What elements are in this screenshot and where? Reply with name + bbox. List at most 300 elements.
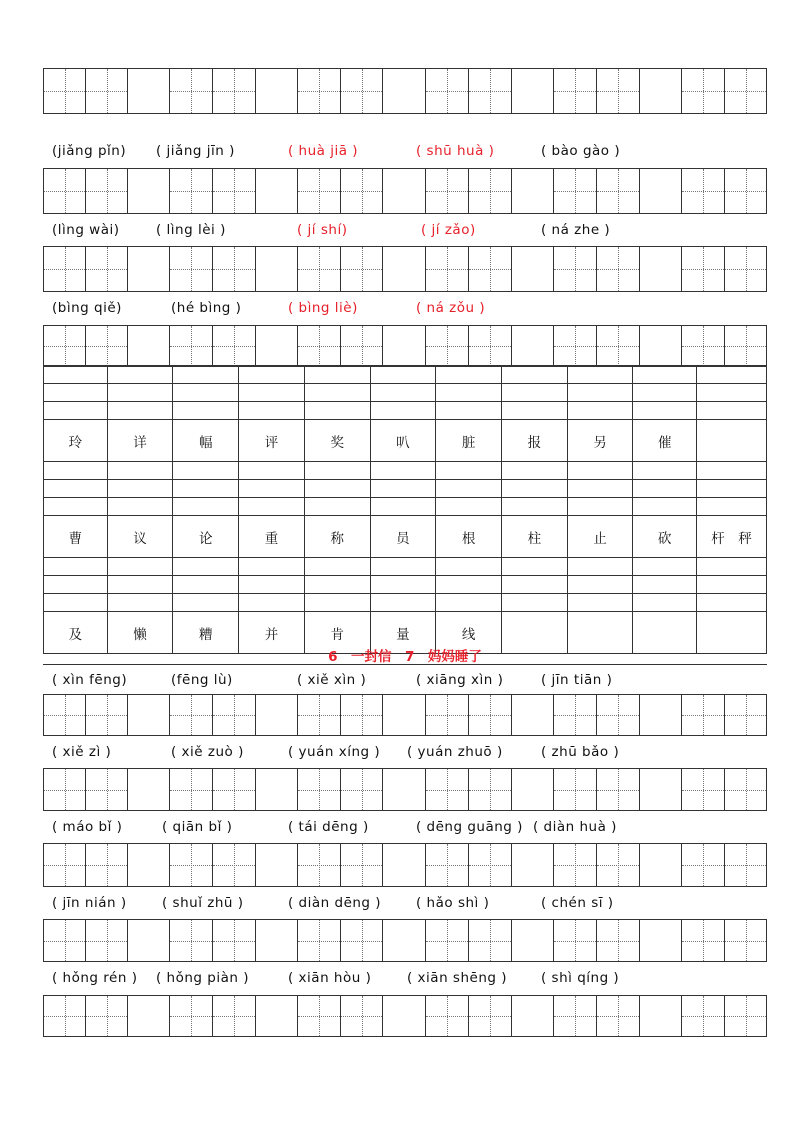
blank-row [44,366,767,384]
tianzige-cell[interactable] [724,695,767,735]
blank-cell[interactable] [370,480,436,498]
tianzige-cell[interactable] [681,169,724,213]
tianzige-cell[interactable] [169,769,212,810]
spacer-cell[interactable] [639,769,681,810]
tianzige-cell[interactable] [297,920,340,961]
spacer-cell[interactable] [639,169,681,213]
tianzige-cell[interactable] [43,247,85,291]
tianzige-cell[interactable] [468,769,511,810]
blank-cell[interactable] [697,480,767,498]
pinyin-word: ( shuǐ zhū ) [162,895,244,911]
tianzige-cell[interactable] [681,996,724,1036]
blank-cell[interactable] [633,558,697,576]
blank-cell[interactable] [697,384,767,402]
spacer-cell[interactable] [639,695,681,735]
blank-cell[interactable] [567,594,633,612]
spacer-cell[interactable] [382,69,425,113]
blank-cell[interactable] [697,594,767,612]
pinyin-word: ( ná zǒu ) [416,300,486,316]
tianzige-cell[interactable] [212,844,255,886]
blank-cell[interactable] [239,384,305,402]
tianzige-cell[interactable] [724,69,767,113]
spacer-cell[interactable] [127,326,169,366]
tianzige-cell[interactable] [340,69,382,113]
blank-cell[interactable] [697,498,767,516]
character-cell [567,516,633,558]
blank-cell[interactable] [436,576,502,594]
tianzige-cell[interactable] [43,695,85,735]
tianzige-cell[interactable] [212,169,255,213]
blank-cell[interactable] [304,402,370,420]
blank-cell[interactable] [567,498,633,516]
spacer-cell[interactable] [127,69,169,113]
blank-cell[interactable] [173,462,239,480]
spacer-cell[interactable] [255,326,297,366]
spacer-cell[interactable] [127,769,169,810]
blank-cell[interactable] [239,402,305,420]
tianzige-cell[interactable] [85,326,127,366]
tianzige-cell[interactable] [468,247,511,291]
tianzige-cell[interactable] [553,695,596,735]
tianzige-cell[interactable] [340,996,382,1036]
blank-cell[interactable] [567,576,633,594]
pinyin-word: ( bào gào ) [541,143,621,159]
tianzige-cell[interactable] [212,326,255,366]
tianzige-cell[interactable] [553,996,596,1036]
spacer-cell[interactable] [127,996,169,1036]
blank-row [44,384,767,402]
tianzige-cell[interactable] [596,920,639,961]
blank-row [44,558,767,576]
writing-grid[interactable] [43,995,767,1037]
tianzige-cell[interactable] [212,695,255,735]
tianzige-cell[interactable] [169,326,212,366]
spacer-cell[interactable] [255,69,297,113]
character: 量 [396,626,410,643]
tianzige-cell[interactable] [297,247,340,291]
blank-cell[interactable] [44,366,108,384]
spacer-cell[interactable] [382,769,425,810]
spacer-cell[interactable] [382,695,425,735]
character: 玲 [68,434,83,451]
spacer-cell[interactable] [511,769,553,810]
blank-cell[interactable] [370,576,436,594]
tianzige-cell[interactable] [553,769,596,810]
tianzige-cell[interactable] [212,996,255,1036]
blank-cell[interactable] [239,462,305,480]
tianzige-cell[interactable] [681,844,724,886]
tianzige-cell[interactable] [468,326,511,366]
tianzige-cell[interactable] [468,169,511,213]
spacer-cell[interactable] [639,247,681,291]
blank-cell[interactable] [633,480,697,498]
spacer-cell[interactable] [127,247,169,291]
writing-grid[interactable] [43,919,767,962]
spacer-cell[interactable] [511,695,553,735]
blank-cell[interactable] [436,366,502,384]
tianzige-cell[interactable] [425,69,468,113]
spacer-cell[interactable] [127,844,169,886]
tianzige-cell[interactable] [724,920,767,961]
tianzige-cell[interactable] [596,169,639,213]
blank-cell[interactable] [567,480,633,498]
tianzige-cell[interactable] [596,326,639,366]
pinyin-word: ( jí zǎo) [421,222,476,238]
blank-cell[interactable] [44,402,108,420]
pinyin-word: ( hǒng rén ) [52,970,138,986]
tianzige-cell[interactable] [596,695,639,735]
tianzige-cell[interactable] [85,69,127,113]
blank-cell[interactable] [501,594,567,612]
tianzige-cell[interactable] [297,695,340,735]
blank-cell[interactable] [304,366,370,384]
pinyin-word: ( xiān hòu ) [288,970,372,986]
blank-cell[interactable] [436,384,502,402]
character: 并 [264,626,279,643]
tianzige-cell[interactable] [212,769,255,810]
character-cell [436,420,502,462]
tianzige-cell[interactable] [43,169,85,213]
blank-cell[interactable] [107,462,173,480]
character-cell [370,420,436,462]
tianzige-cell[interactable] [297,169,340,213]
spacer-cell[interactable] [511,326,553,366]
blank-cell[interactable] [370,366,436,384]
tianzige-cell[interactable] [212,920,255,961]
blank-cell[interactable] [173,480,239,498]
spacer-cell[interactable] [382,326,425,366]
tianzige-cell[interactable] [297,769,340,810]
blank-cell[interactable] [173,594,239,612]
tianzige-cell[interactable] [425,247,468,291]
tianzige-cell[interactable] [681,769,724,810]
character-cell [239,420,305,462]
tianzige-cell[interactable] [724,326,767,366]
tianzige-cell[interactable] [85,695,127,735]
blank-cell[interactable] [633,366,697,384]
blank-cell[interactable] [304,480,370,498]
tianzige-cell[interactable] [553,326,596,366]
blank-cell[interactable] [567,462,633,480]
blank-cell[interactable] [501,366,567,384]
spacer-cell[interactable] [511,996,553,1036]
pinyin-word: ( máo bǐ ) [52,819,123,835]
character: 叭 [396,434,410,451]
spacer-cell[interactable] [382,247,425,291]
pinyin-word: ( yuán zhuō ) [407,744,503,760]
blank-cell[interactable] [173,558,239,576]
blank-cell[interactable] [173,384,239,402]
blank-cell[interactable] [567,558,633,576]
blank-cell[interactable] [633,384,697,402]
tianzige-cell[interactable] [681,920,724,961]
pinyin-word: ( diàn huà ) [533,819,617,835]
tianzige-cell[interactable] [681,695,724,735]
blank-cell[interactable] [567,402,633,420]
tianzige-cell[interactable] [169,69,212,113]
blank-cell[interactable] [633,498,697,516]
tianzige-cell[interactable] [724,996,767,1036]
spacer-cell[interactable] [511,920,553,961]
pinyin-word: ( jīn nián ) [52,895,127,911]
tianzige-cell[interactable] [553,844,596,886]
tianzige-cell[interactable] [596,996,639,1036]
blank-cell[interactable] [436,480,502,498]
spacer-cell[interactable] [127,695,169,735]
blank-cell[interactable] [370,498,436,516]
blank-cell[interactable] [107,594,173,612]
blank-cell[interactable] [697,462,767,480]
blank-cell[interactable] [633,462,697,480]
blank-cell[interactable] [44,576,108,594]
blank-cell[interactable] [304,498,370,516]
blank-cell[interactable] [44,594,108,612]
tianzige-cell[interactable] [43,996,85,1036]
tianzige-cell[interactable] [681,247,724,291]
blank-cell[interactable] [173,576,239,594]
tianzige-cell[interactable] [596,844,639,886]
blank-cell[interactable] [44,462,108,480]
tianzige-cell[interactable] [340,920,382,961]
tianzige-cell[interactable] [297,996,340,1036]
blank-cell[interactable] [107,480,173,498]
tianzige-cell[interactable] [212,247,255,291]
blank-cell[interactable] [501,558,567,576]
blank-cell[interactable] [173,498,239,516]
tianzige-cell[interactable] [340,844,382,886]
spacer-cell[interactable] [639,996,681,1036]
tianzige-cell[interactable] [340,695,382,735]
character-table [43,365,767,654]
blank-cell[interactable] [633,402,697,420]
spacer-cell[interactable] [382,169,425,213]
tianzige-cell[interactable] [43,920,85,961]
blank-cell[interactable] [44,480,108,498]
tianzige-cell[interactable] [169,169,212,213]
writing-grid[interactable] [43,768,767,811]
tianzige-cell[interactable] [43,844,85,886]
blank-cell[interactable] [633,594,697,612]
blank-cell[interactable] [697,576,767,594]
blank-cell[interactable] [436,558,502,576]
tianzige-cell[interactable] [596,247,639,291]
writing-grid[interactable] [43,168,767,214]
tianzige-cell[interactable] [553,247,596,291]
spacer-cell[interactable] [127,169,169,213]
character: 另 [593,434,607,451]
spacer-cell[interactable] [255,920,297,961]
blank-cell[interactable] [436,594,502,612]
tianzige-cell[interactable] [85,169,127,213]
tianzige-cell[interactable] [340,247,382,291]
tianzige-cell[interactable] [169,920,212,961]
spacer-cell[interactable] [255,247,297,291]
tianzige-cell[interactable] [340,326,382,366]
character-cell [633,420,697,462]
tianzige-cell[interactable] [85,769,127,810]
blank-cell[interactable] [107,384,173,402]
spacer-cell[interactable] [639,69,681,113]
blank-cell[interactable] [567,384,633,402]
spacer-cell[interactable] [639,920,681,961]
blank-cell[interactable] [239,498,305,516]
tianzige-cell[interactable] [169,247,212,291]
blank-cell[interactable] [304,384,370,402]
tianzige-cell[interactable] [212,69,255,113]
tianzige-cell[interactable] [43,769,85,810]
blank-cell[interactable] [173,402,239,420]
tianzige-cell[interactable] [724,844,767,886]
tianzige-cell[interactable] [297,69,340,113]
tianzige-cell[interactable] [553,69,596,113]
tianzige-cell[interactable] [724,169,767,213]
blank-cell[interactable] [239,558,305,576]
spacer-cell[interactable] [511,247,553,291]
blank-cell[interactable] [501,402,567,420]
tianzige-cell[interactable] [297,326,340,366]
spacer-cell[interactable] [639,844,681,886]
blank-cell[interactable] [370,384,436,402]
blank-cell[interactable] [107,498,173,516]
spacer-cell[interactable] [255,769,297,810]
blank-cell[interactable] [697,366,767,384]
character: 幅 [199,434,213,451]
tianzige-cell[interactable] [340,769,382,810]
spacer-cell[interactable] [255,695,297,735]
blank-cell[interactable] [370,594,436,612]
pinyin-word: (jiǎng pǐn) [52,143,127,159]
tianzige-cell[interactable] [297,844,340,886]
character: 催 [658,434,672,451]
blank-cell[interactable] [107,402,173,420]
tianzige-cell[interactable] [85,996,127,1036]
tianzige-cell[interactable] [425,326,468,366]
writing-grid[interactable] [43,694,767,736]
blank-cell[interactable] [44,558,108,576]
tianzige-cell[interactable] [169,996,212,1036]
tianzige-cell[interactable] [340,169,382,213]
blank-cell[interactable] [239,594,305,612]
spacer-cell[interactable] [382,844,425,886]
spacer-cell[interactable] [255,169,297,213]
blank-cell[interactable] [239,480,305,498]
writing-grid[interactable] [43,68,767,114]
blank-cell[interactable] [501,480,567,498]
spacer-cell[interactable] [382,920,425,961]
pinyin-word: ( chén sī ) [541,895,614,911]
character-cell [44,516,108,558]
blank-cell[interactable] [501,384,567,402]
tianzige-cell[interactable] [43,326,85,366]
tianzige-cell[interactable] [468,920,511,961]
tianzige-cell[interactable] [425,695,468,735]
blank-cell[interactable] [501,462,567,480]
tianzige-cell[interactable] [468,69,511,113]
character-cell [173,420,239,462]
blank-cell[interactable] [436,462,502,480]
tianzige-cell[interactable] [85,247,127,291]
tianzige-cell[interactable] [425,169,468,213]
blank-cell[interactable] [107,366,173,384]
tianzige-cell[interactable] [425,996,468,1036]
spacer-cell[interactable] [511,69,553,113]
character-cell [304,516,370,558]
tianzige-cell[interactable] [596,69,639,113]
spacer-cell[interactable] [511,844,553,886]
spacer-cell[interactable] [639,326,681,366]
blank-cell[interactable] [304,594,370,612]
spacer-cell[interactable] [255,844,297,886]
blank-cell[interactable] [697,402,767,420]
tianzige-cell[interactable] [553,169,596,213]
tianzige-cell[interactable] [681,326,724,366]
blank-cell[interactable] [697,558,767,576]
blank-cell[interactable] [304,558,370,576]
blank-cell[interactable] [107,558,173,576]
blank-cell[interactable] [107,576,173,594]
blank-cell[interactable] [304,462,370,480]
blank-cell[interactable] [370,462,436,480]
pinyin-word: ( yuán xíng ) [288,744,381,760]
blank-cell[interactable] [239,366,305,384]
tianzige-cell[interactable] [43,69,85,113]
tianzige-cell[interactable] [724,769,767,810]
tianzige-cell[interactable] [596,769,639,810]
character: 奖 [330,434,344,451]
tianzige-cell[interactable] [468,695,511,735]
blank-row [44,498,767,516]
character-cell [44,420,108,462]
tianzige-cell[interactable] [425,844,468,886]
tianzige-cell[interactable] [553,920,596,961]
blank-cell[interactable] [567,366,633,384]
tianzige-cell[interactable] [425,769,468,810]
blank-cell[interactable] [239,576,305,594]
tianzige-cell[interactable] [169,695,212,735]
blank-cell[interactable] [44,498,108,516]
blank-cell[interactable] [173,366,239,384]
blank-cell[interactable] [501,498,567,516]
blank-cell[interactable] [501,576,567,594]
writing-grid[interactable] [43,843,767,887]
spacer-cell[interactable] [255,996,297,1036]
tianzige-cell[interactable] [169,844,212,886]
tianzige-cell[interactable] [425,920,468,961]
blank-cell[interactable] [304,576,370,594]
spacer-cell[interactable] [127,920,169,961]
blank-cell[interactable] [44,384,108,402]
spacer-cell[interactable] [511,169,553,213]
tianzige-cell[interactable] [724,247,767,291]
writing-grid[interactable] [43,246,767,292]
pinyin-word: ( xìn fēng) [52,672,128,688]
tianzige-cell[interactable] [681,69,724,113]
blank-row [44,594,767,612]
writing-grid[interactable] [43,325,767,367]
blank-cell[interactable] [370,558,436,576]
tianzige-cell[interactable] [468,844,511,886]
tianzige-cell[interactable] [85,920,127,961]
blank-cell[interactable] [436,402,502,420]
character-cell [370,516,436,558]
tianzige-cell[interactable] [85,844,127,886]
blank-cell[interactable] [436,498,502,516]
spacer-cell[interactable] [382,996,425,1036]
blank-cell[interactable] [370,402,436,420]
blank-cell[interactable] [633,576,697,594]
pinyin-word: ( shì qíng ) [541,970,620,986]
tianzige-cell[interactable] [468,996,511,1036]
